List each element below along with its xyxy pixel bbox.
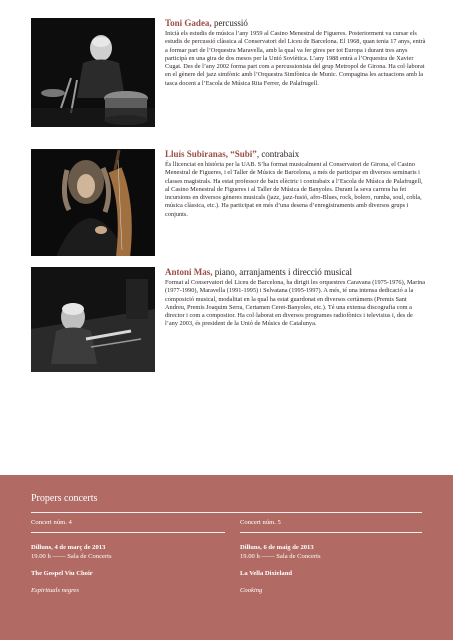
concert-time: 19.00 h —— Sala de Concerts — [240, 553, 321, 560]
concert-time: 19.00 h —— Sala de Concerts — [31, 553, 112, 560]
concert-date: Dilluns, 6 de maig de 2013 — [240, 544, 314, 551]
bio-heading — [165, 267, 427, 278]
bio-body: Format al Conservatori del Liceu de Barcelona, ha dirigit les orquestres Caravana (1975-1976), Marina (1977-1990), Maravella (1991-1995) i Selvatana (1995-1997). A més, té una intensa dedicació a la composició musical, modalitat en la qual ha estat guardonat en diversos certàmens (Premis Sant Andreu, Premis Joaquim Serra, Certamen Ceret-Banyoles, etc.). Té una extensa discografia com a director i com a compositor. Ha col·laborat en diversos programes radiofònics i televisius i, des de l’any 2003, és president de la Unió de Músics de Catalunya. — [165, 279, 426, 328]
bio-name: Antoni Mas, — [165, 267, 213, 277]
concert-subtitle: Cooking — [240, 587, 263, 594]
photo-pianist — [31, 267, 155, 372]
concert-date: Dilluns, 4 de març de 2013 — [31, 544, 106, 551]
bio-text-block — [165, 18, 427, 88]
concert-number: Concert núm. 5 — [240, 519, 281, 526]
bio-name: Toni Gadea, — [165, 18, 212, 28]
bio-role: piano, arranjaments i direcció musical — [212, 267, 352, 277]
percussionist-photo-image — [31, 18, 155, 127]
bio-text-block — [165, 149, 427, 219]
bio-heading — [165, 18, 427, 29]
photo-bassist — [31, 149, 155, 256]
concert-divider — [31, 532, 225, 533]
footer-divider — [31, 512, 422, 513]
bio-body: És llicenciat en història per la UAB. S’ha format musicalment al Conservatori de Girona, el Casino Menestral de Figueres, i el Taller de Músics de Barcelona, a més de participar en diversos seminaris i classes magistrals. Ha estat professor de baix elèctric i contrabaix a l’Escola de Música de Palafrugell, al Casino Menestral de Figueres i al Taller de Música de Banyoles. Durant la seva carrera ha fet incursions en diversos gèneres musicals (jazz, jazz-fusió, afro-Blues, rock, bolero, rumba, soul, cobla, música clàssica, etc.). Ha participat en més d’una desena d’enregistraments amb diversos grups i conjunts. — [165, 161, 423, 218]
upcoming-concerts-footer — [0, 475, 453, 640]
concert-title: La Vella Dixieland — [240, 570, 293, 577]
concert-divider — [240, 532, 422, 533]
bio-body: Inicià els estudis de música l’any 1959 al Casino Menestral de Figueres. Posteriorment va cursar els estudis de percussió clàssica al Conservatori del Liceu de Barcelona. El 1968, quan tenia 17 anys, entrà a formar part de l’Orquestra Maravella, amb la qual va fer gires per tot Europa i durant tres anys participà en una gira de dos mesos per la Unió Soviètica. L’any 1988 entrà a l’Orquestra de Xavier Cugat. Des de l’any 2002 forma part com a percussionista del grup Metropol de Girona. Ha col·laborat en el gènere del jazz simfònic amb l’Orquestra Simfònica de Munic. Compagina les actuacions amb la tasca docent a l’Escola de Música Rita Ferrer, de Palafrugell. — [165, 30, 426, 87]
bio-heading — [165, 149, 427, 160]
concert-title: The Gospel Viu Choir — [31, 570, 93, 577]
bio-text-block — [165, 267, 427, 329]
pianist-photo-image — [31, 267, 155, 372]
concert-subtitle: Espirituals negres — [31, 587, 79, 594]
bio-role: , contrabaix — [256, 149, 300, 159]
bio-antoni-mas — [31, 267, 426, 379]
concert-number: Concert núm. 4 — [31, 519, 72, 526]
bio-name: Lluís Subiranas, “Subi” — [165, 149, 257, 159]
bassist-photo-image — [31, 149, 155, 256]
photo-percussionist — [31, 18, 155, 127]
bio-lluis-subiranas — [31, 149, 426, 261]
bio-role: percussió — [211, 18, 248, 28]
footer-title: Propers concerts — [31, 493, 98, 504]
bio-toni-gadea — [31, 18, 426, 130]
